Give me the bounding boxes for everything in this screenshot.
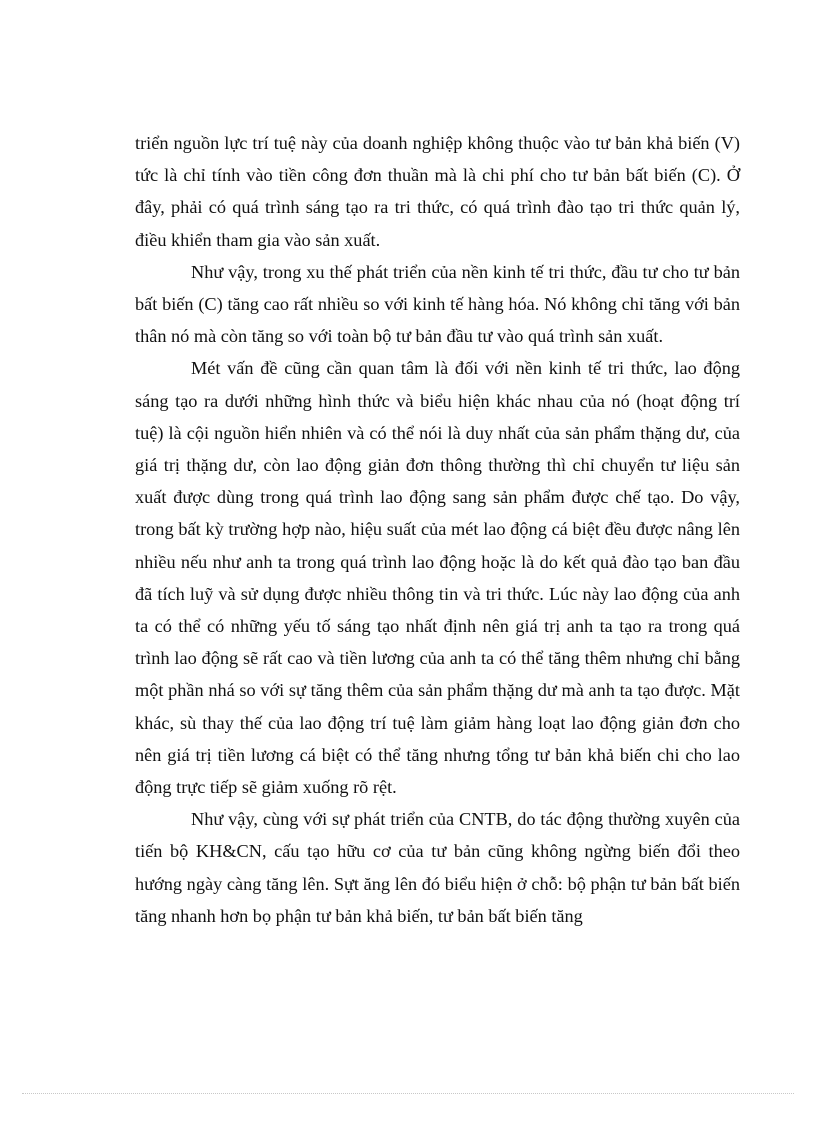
paragraph: Mét vấn đề cũng cần quan tâm là đối với nền kinh tế tri thức, lao động sáng tạo ra dưới những hình thức và biểu hiện khác nhau của nó (hoạt động trí tuệ) là cội nguồn hiển nhiên và có thể nói là duy nhất của sản phẩm thặng dư, của giá trị thặng dư, còn lao động giản đơn thông thường thì chỉ chuyển tư liệu sản xuất được dùng trong quá trình lao động sang sản phẩm được chế tạo. Do vậy, trong bất kỳ trường hợp nào, hiệu suất của mét lao động cá biệt đều được nâng lên nhiều nếu như anh ta trong quá trình lao động hoặc là do kết quả đào tạo ban đầu đã tích luỹ và sử dụng được nhiều thông tin và tri thức. Lúc này lao động của anh ta có thể có những yếu tố sáng tạo nhất định nên giá trị anh ta tạo ra trong quá trình lao động sẽ rất cao và tiền lương của anh ta có thể tăng thêm nhưng chỉ bằng một phần nhá so với sự tăng thêm của sản phẩm thặng dư mà anh ta tạo được. Mặt khác, sù thay thế của lao động trí tuệ làm giảm hàng loạt lao động giản đơn cho nên giá trị tiền lương cá biệt có thể tăng nhưng tổng tư bản khả biến chi cho lao động trực tiếp sẽ giảm xuống rõ rệt. bbox=[135, 358, 740, 798]
paragraph: Như vậy, trong xu thế phát triển của nền kinh tế tri thức, đầu tư cho tư bản bất biến (C) tăng cao rất nhiều so với kinh tế hàng hóa. Nó không chỉ tăng với bản thân nó mà còn tăng so với toàn bộ tư bản đầu tư vào quá trình sản xuất. bbox=[135, 261, 740, 347]
page-bottom-divider bbox=[22, 1093, 794, 1094]
paragraph-continued: triển nguồn lực trí tuệ này của doanh nghiệp không thuộc vào tư bản khả biến (V) tức là chỉ tính vào tiền công đơn thuần mà là chi phí cho tư bản bất biến (C). Ở đây, phải có quá trình sáng tạo ra tri thức, có quá trình đào tạo tri thức quản lý, điều khiển tham gia vào sản xuất. bbox=[135, 133, 740, 250]
body-text bbox=[135, 127, 740, 932]
paragraph: Như vậy, cùng với sự phát triển của CNTB, do tác động thường xuyên của tiến bộ KH&CN, cấu tạo hữu cơ của tư bản cũng không ngừng biến đổi theo hướng ngày càng tăng lên. Sựt ăng lên đó biểu hiện ở chỗ: bộ phận tư bản bất biến tăng nhanh hơn bọ phận tư bản khả biến, tư bản bất biến tăng bbox=[135, 809, 740, 926]
